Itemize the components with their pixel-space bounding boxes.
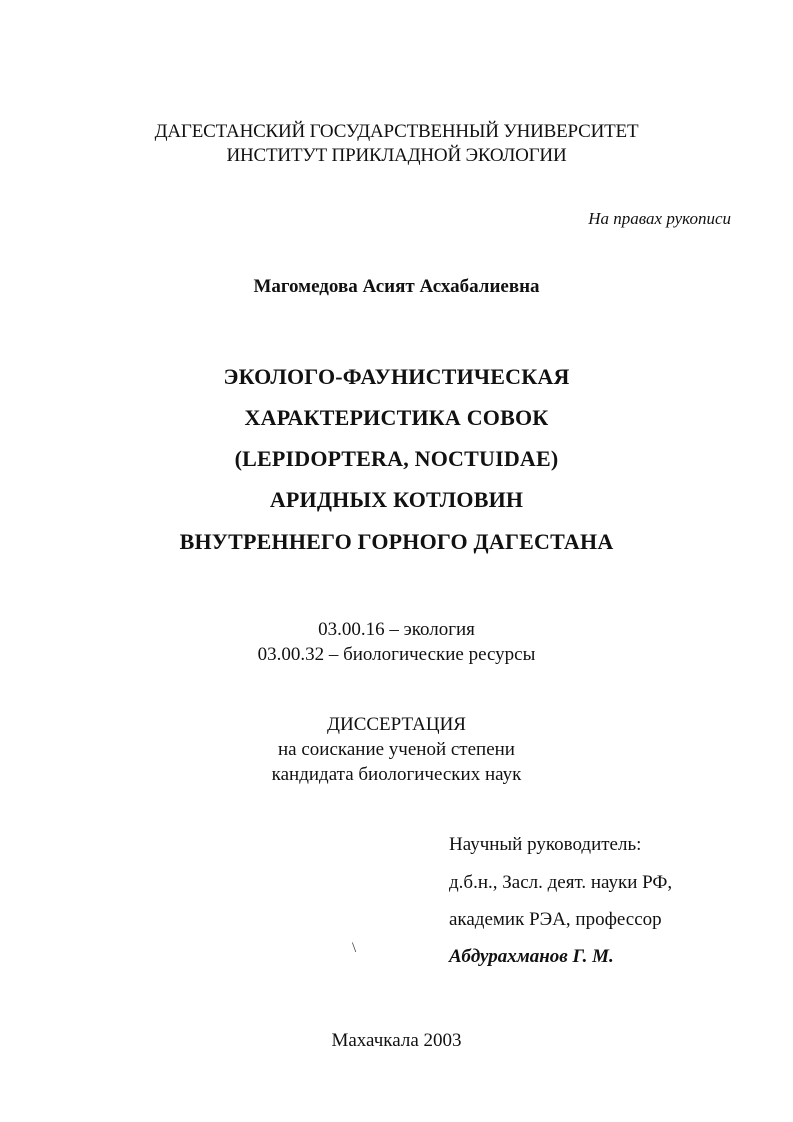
dissertation-degree-line: на соискание ученой степени	[278, 739, 515, 760]
title-line-5: ВНУТРЕННЕГО ГОРНОГО ДАГЕСТАНА	[179, 529, 614, 554]
supervisor-degree: д.б.н., Засл. деят. науки РФ,	[449, 872, 673, 893]
dissertation-heading: ДИССЕРТАЦИЯ	[327, 714, 466, 735]
supervisor-label: Научный руководитель:	[449, 834, 642, 855]
specialty-1: 03.00.16 – экология	[318, 619, 475, 640]
manuscript-note: На правах рукописи	[588, 209, 731, 228]
university-name: ДАГЕСТАНСКИЙ ГОСУДАРСТВЕННЫЙ УНИВЕРСИТЕТ	[154, 121, 639, 142]
institute-name: ИНСТИТУТ ПРИКЛАДНОЙ ЭКОЛОГИИ	[226, 145, 567, 166]
title-line-4: АРИДНЫХ КОТЛОВИН	[269, 487, 524, 512]
title-line-2: ХАРАКТЕРИСТИКА СОВОК	[244, 405, 549, 430]
title-line-1: ЭКОЛОГО-ФАУНИСТИЧЕСКАЯ	[223, 364, 570, 389]
supervisor-position: академик РЭА, профессор	[449, 909, 662, 930]
specialty-2: 03.00.32 – биологические ресурсы	[257, 644, 536, 665]
supervisor-name: Абдурахманов Г. М.	[449, 946, 614, 967]
dissertation-field-line: кандидата биологических наук	[271, 764, 522, 785]
place-year: Махачкала 2003	[331, 1030, 462, 1051]
author-name: Магомедова Асият Асхабалиевна	[253, 276, 540, 297]
title-line-3: (LEPIDOPTERA, NOCTUIDAE)	[234, 446, 559, 471]
scan-artifact-mark: \	[352, 940, 357, 956]
